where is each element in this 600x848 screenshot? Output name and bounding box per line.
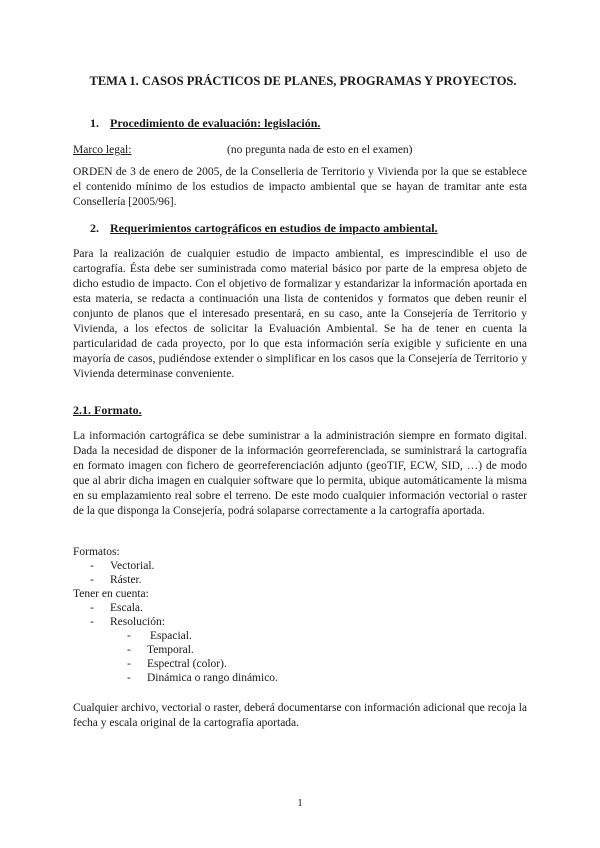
marco-legal-note: (no pregunta nada de esto en el examen) <box>227 144 413 156</box>
marco-legal-label: Marco legal: <box>73 144 132 156</box>
document-title: TEMA 1. CASOS PRÁCTICOS DE PLANES, PROGRAMAS Y PROYECTOS. <box>89 74 517 88</box>
list-item: - Temporal. <box>127 644 194 656</box>
section-2-title: Requerimientos cartográficos en estudios de impacto ambiental. <box>110 221 438 235</box>
list-item: - Vectorial. <box>90 560 155 572</box>
tener-label: Tener en cuenta: <box>73 588 149 600</box>
section-2-heading <box>90 221 438 236</box>
section-1-number: 1. <box>90 116 99 130</box>
section-2-number: 2. <box>90 221 99 235</box>
page-number: 1 <box>297 797 303 809</box>
section-1-heading <box>90 116 320 131</box>
list-item: - Resolución: <box>90 616 165 628</box>
list-item: - Escala. <box>90 602 143 614</box>
list-item: - Espacial. <box>127 630 192 642</box>
list-item: - Dinámica o rango dinámico. <box>127 672 278 684</box>
section-2-1-paragraph: La información cartográfica se debe suministrar a la administración siempre en formato digital. Dada la necesidad de disponer de la información georreferenciada, se suministrará la cartografía en formato imagen con fichero de georreferenciación adjunto (geoTIF, ECW, SID, …) de modo que al abrir dicha imagen en cualquier software que lo permita, ubique automáticamente la misma en su emplazamiento real sobre el terreno. De este modo cualquier información vectorial o raster de la que disponga la Consejería, podrá solaparse correctamente a la cartografía aportada. <box>73 430 527 517</box>
list-item: - Espectral (color). <box>127 658 227 670</box>
section-2-1-heading: 2.1. Formato. <box>73 403 142 417</box>
list-item: - Ráster. <box>90 574 142 586</box>
section-2-paragraph: Para la realización de cualquier estudio de impacto ambiental, es imprescindible el uso de cartografía. Ésta debe ser suministrada como material básico por parte de la empresa objeto de dicho estudio de impacto. Con el objetivo de formalizar y estandarizar la información aportada en esta materia, se redacta a continuación una lista de contenidos y formatos que deben reunir el conjunto de planos que el interesado presentará, en su caso, ante la Consejería de Territorio y Vivienda, a los efectos de solicitar la Evaluación Ambiental. Se ha de tener en cuenta la particularidad de cada proyecto, por lo que esta información sería exigible y suficiente en una mayoría de casos, pudiéndose extender o simplificar en los casos que la Consejería de Territorio y Vivienda determinase conveniente. <box>73 248 527 380</box>
section-1-title: Procedimiento de evaluación: legislación. <box>110 116 321 130</box>
section-1-paragraph: ORDEN de 3 de enero de 2005, de la Conselleria de Territorio y Vivienda por la que se establece el contenido mínimo de los estudios de impacto ambiental que se hayan de tramitar ante esta Consellería [2005/96]. <box>73 166 527 208</box>
formatos-label: Formatos: <box>73 546 120 558</box>
closing-paragraph: Cualquier archivo, vectorial o raster, deberá documentarse con información adicional que recoja la fecha y escala original de la cartografía aportada. <box>73 702 527 729</box>
